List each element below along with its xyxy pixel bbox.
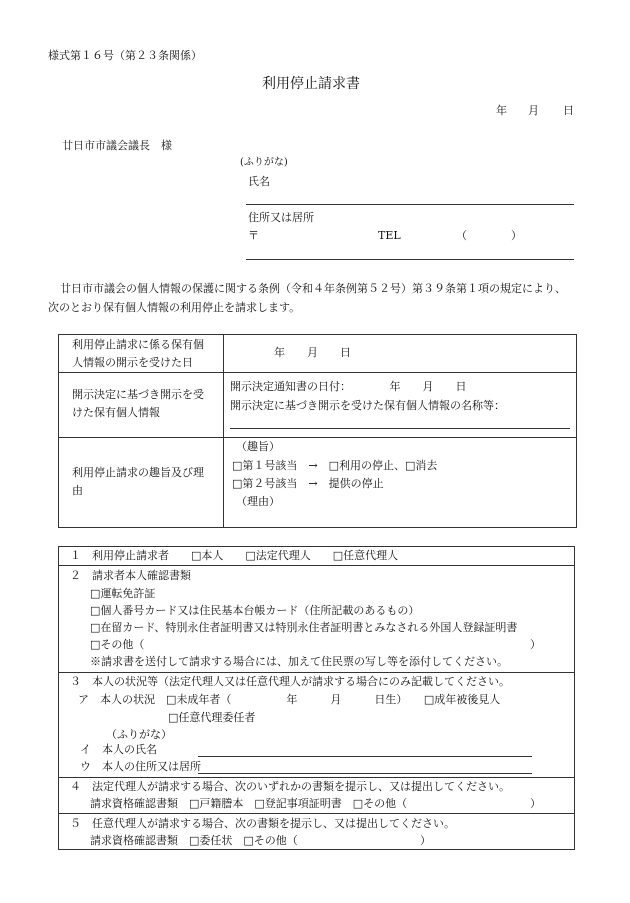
table1-row-sep-2 [58,437,577,438]
voluntary-rep-close: ） [420,834,431,847]
principal-address-label: ウ 本人の住所又は居所 [80,760,201,773]
id-doc-residence-card[interactable]: □在留カード、特別永住者証明書又は特別永住者証明書とみなされる外国人登録証明書 [90,621,518,634]
intro-line-2: 次のとおり保有個人情報の利用停止を請求します。 [48,301,301,314]
table2-sep-1 [58,565,575,566]
address-line[interactable] [246,259,574,260]
purpose-heading: （趣旨） [236,440,280,453]
voluntary-rep-title: ５ 任意代理人が請求する場合、次の書類を提示し、又は提出してください。 [70,817,455,830]
form-number: 様式第１６号（第２３条関係） [48,49,202,62]
disclosed-info-label: 開示決定に基づき開示を受けた保有個人情報 [72,388,204,419]
info-name-label: 開示決定に基づき開示を受けた保有個人情報の名称等： [230,399,505,412]
legal-rep-docs[interactable]: 請求資格確認書類 □戸籍謄本 □登記事項証明書 □その他（ [90,797,408,810]
principal-name-line[interactable] [198,756,532,757]
principal-status-title: ３ 本人の状況等（法定代理人又は任意代理人が請求する場合にのみ記載してください。 [70,675,510,688]
mail-note: ※請求書を送付して請求する場合には、加えて住民票の写し等を添付してください。 [90,655,508,668]
legal-rep-title: ４ 法定代理人が請求する場合、次のいずれかの書類を提示し、又は提出してください。 [70,780,510,793]
legal-rep-close: ） [530,797,541,810]
addressee: 廿日市市議会議長 様 [62,139,172,152]
principal-name-label: イ 本人の氏名 [80,743,157,756]
id-doc-mynumber[interactable]: □個人番号カード又は住民基本台帳カード（住所記載のあるもの） [90,604,420,617]
principal-furigana-label: （ふりがな） [106,728,172,741]
voluntary-rep-docs[interactable]: 請求資格確認書類 □委任状 □その他（ [90,834,298,847]
table2-sep-4 [58,813,575,814]
purpose-reason-label: 利用停止請求の趣旨及び理由 [72,466,204,497]
date-year-label: 年 [496,104,507,117]
disclosure-date-field[interactable]: 年 月 日 [274,346,351,359]
requester-address-label: 住所又は居所 [248,211,314,224]
notice-date-field[interactable]: 開示決定通知書の日付： 年 月 日 [230,380,467,393]
date-day-label: 日 [563,104,574,117]
date-month-label: 月 [528,104,539,117]
reason-heading: （理由） [236,495,280,508]
name-line[interactable] [246,204,574,205]
id-doc-license[interactable]: □運転免許証 [90,587,156,600]
tel-paren: （ ） [456,229,522,242]
principal-status-delegator[interactable]: □任意代理委任者 [168,711,256,724]
table2-sep-2 [58,672,575,673]
requester-furigana-label: (ふりがな) [240,157,288,168]
table2-sep-3 [58,777,575,778]
info-name-line[interactable] [230,428,570,429]
requester-type-row[interactable]: １ 利用停止請求者 □本人 □法定代理人 □任意代理人 [70,549,399,562]
postal-mark: 〒 [248,229,259,242]
principal-address-line[interactable] [198,773,532,774]
principal-status-row[interactable]: ア 本人の状況 □未成年者（ 年 月 日生） □成年被後見人 [78,693,501,706]
tel-label: TEL [378,229,401,242]
table1-divider [223,334,224,528]
requester-name-label: 氏名 [248,175,270,188]
purpose-option-1[interactable]: □第１号該当 → □利用の停止、□消去 [232,459,438,472]
disclosure-date-label: 利用停止請求に係る保有個人情報の開示を受けた日 [72,338,204,369]
page-title: 利用停止請求書 [262,76,360,92]
table1-row-sep-1 [58,372,577,373]
purpose-option-2[interactable]: □第２号該当 → 提供の停止 [232,477,384,490]
intro-line-1: 廿日市市議会の個人情報の保護に関する条例（令和４年条例第５２号）第３９条第１項の規定により、 [60,282,566,295]
id-doc-other[interactable]: □その他（ [90,638,145,651]
id-docs-title: ２ 請求者本人確認書類 [70,569,191,582]
id-doc-other-close: ） [530,638,541,651]
